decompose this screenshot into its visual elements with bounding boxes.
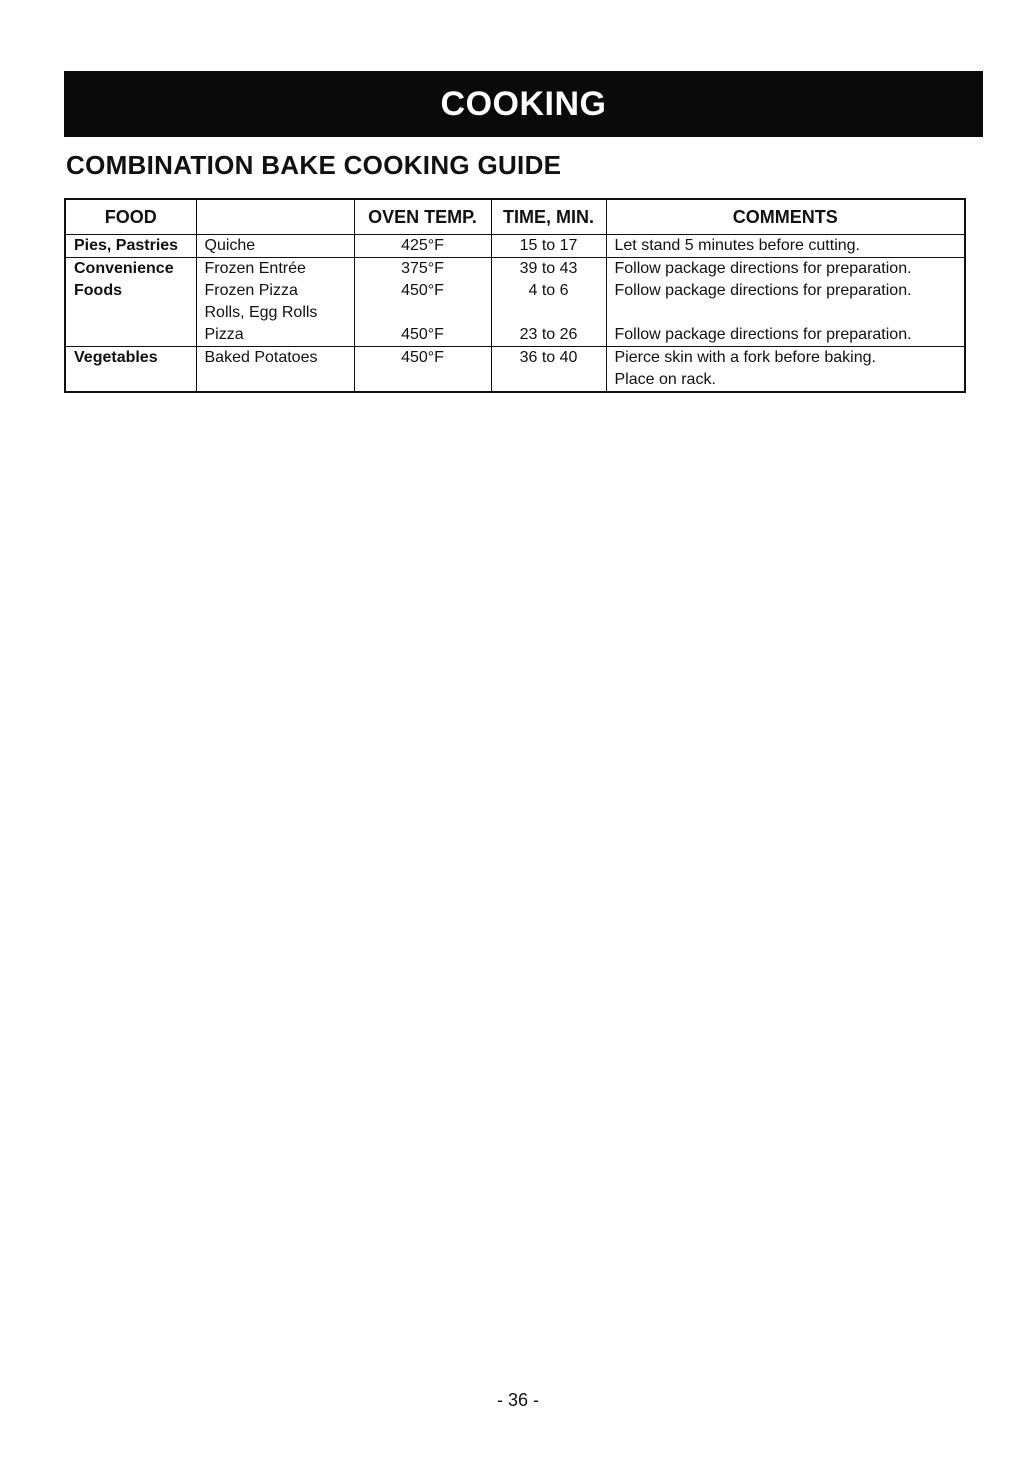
comment-cell: Follow package directions for preparation.: [606, 258, 965, 281]
temp-cell: 375°F: [354, 258, 491, 281]
category-line: Convenience: [74, 260, 174, 277]
temp-cell: 450°F: [354, 280, 491, 324]
item-cell: [196, 280, 354, 324]
page-number: - 36 -: [496, 1390, 539, 1410]
cooking-guide-table: [64, 198, 966, 393]
header-oven-temp: OVEN TEMP.: [354, 199, 491, 235]
category-cell: Vegetables: [65, 347, 196, 393]
header-comments: COMMENTS: [606, 199, 965, 235]
time-cell: 23 to 26: [491, 324, 606, 347]
comment-cell: Let stand 5 minutes before cutting.: [606, 235, 965, 258]
comment-line: Pierce skin with a fork before baking.: [614, 349, 876, 366]
table-header-row: [65, 199, 965, 235]
header-food: FOOD: [65, 199, 196, 235]
table-row: [65, 347, 965, 393]
header-item: [196, 199, 354, 235]
category-cell: Pies, Pastries: [65, 235, 196, 258]
time-cell: 15 to 17: [491, 235, 606, 258]
time-cell: 39 to 43: [491, 258, 606, 281]
section-banner: [64, 71, 983, 137]
item-cell: Frozen Entrée: [196, 258, 354, 281]
table-row: [65, 324, 965, 347]
banner-title: COOKING: [440, 84, 607, 123]
item-line: Rolls, Egg Rolls: [204, 304, 318, 321]
time-cell: 36 to 40: [491, 347, 606, 393]
item-line: Frozen Pizza: [204, 282, 298, 299]
category-line: Foods: [74, 282, 122, 299]
item-cell: Pizza: [196, 324, 354, 347]
comment-cell: Follow package directions for preparation.: [606, 280, 965, 324]
item-cell: Quiche: [196, 235, 354, 258]
comment-line: Place on rack.: [614, 371, 716, 388]
comment-cell: Follow package directions for preparation.: [606, 324, 965, 347]
temp-cell: 425°F: [354, 235, 491, 258]
table-row: [65, 235, 965, 258]
table-row: [65, 258, 965, 281]
temp-cell: 450°F: [354, 347, 491, 393]
header-time: TIME, MIN.: [491, 199, 606, 235]
page-title: COMBINATION BAKE COOKING GUIDE: [66, 150, 562, 180]
category-cell: [65, 258, 196, 347]
temp-cell: 450°F: [354, 324, 491, 347]
table-row: [65, 280, 965, 324]
comment-cell: [606, 347, 965, 393]
item-cell: Baked Potatoes: [196, 347, 354, 393]
time-cell: 4 to 6: [491, 280, 606, 324]
